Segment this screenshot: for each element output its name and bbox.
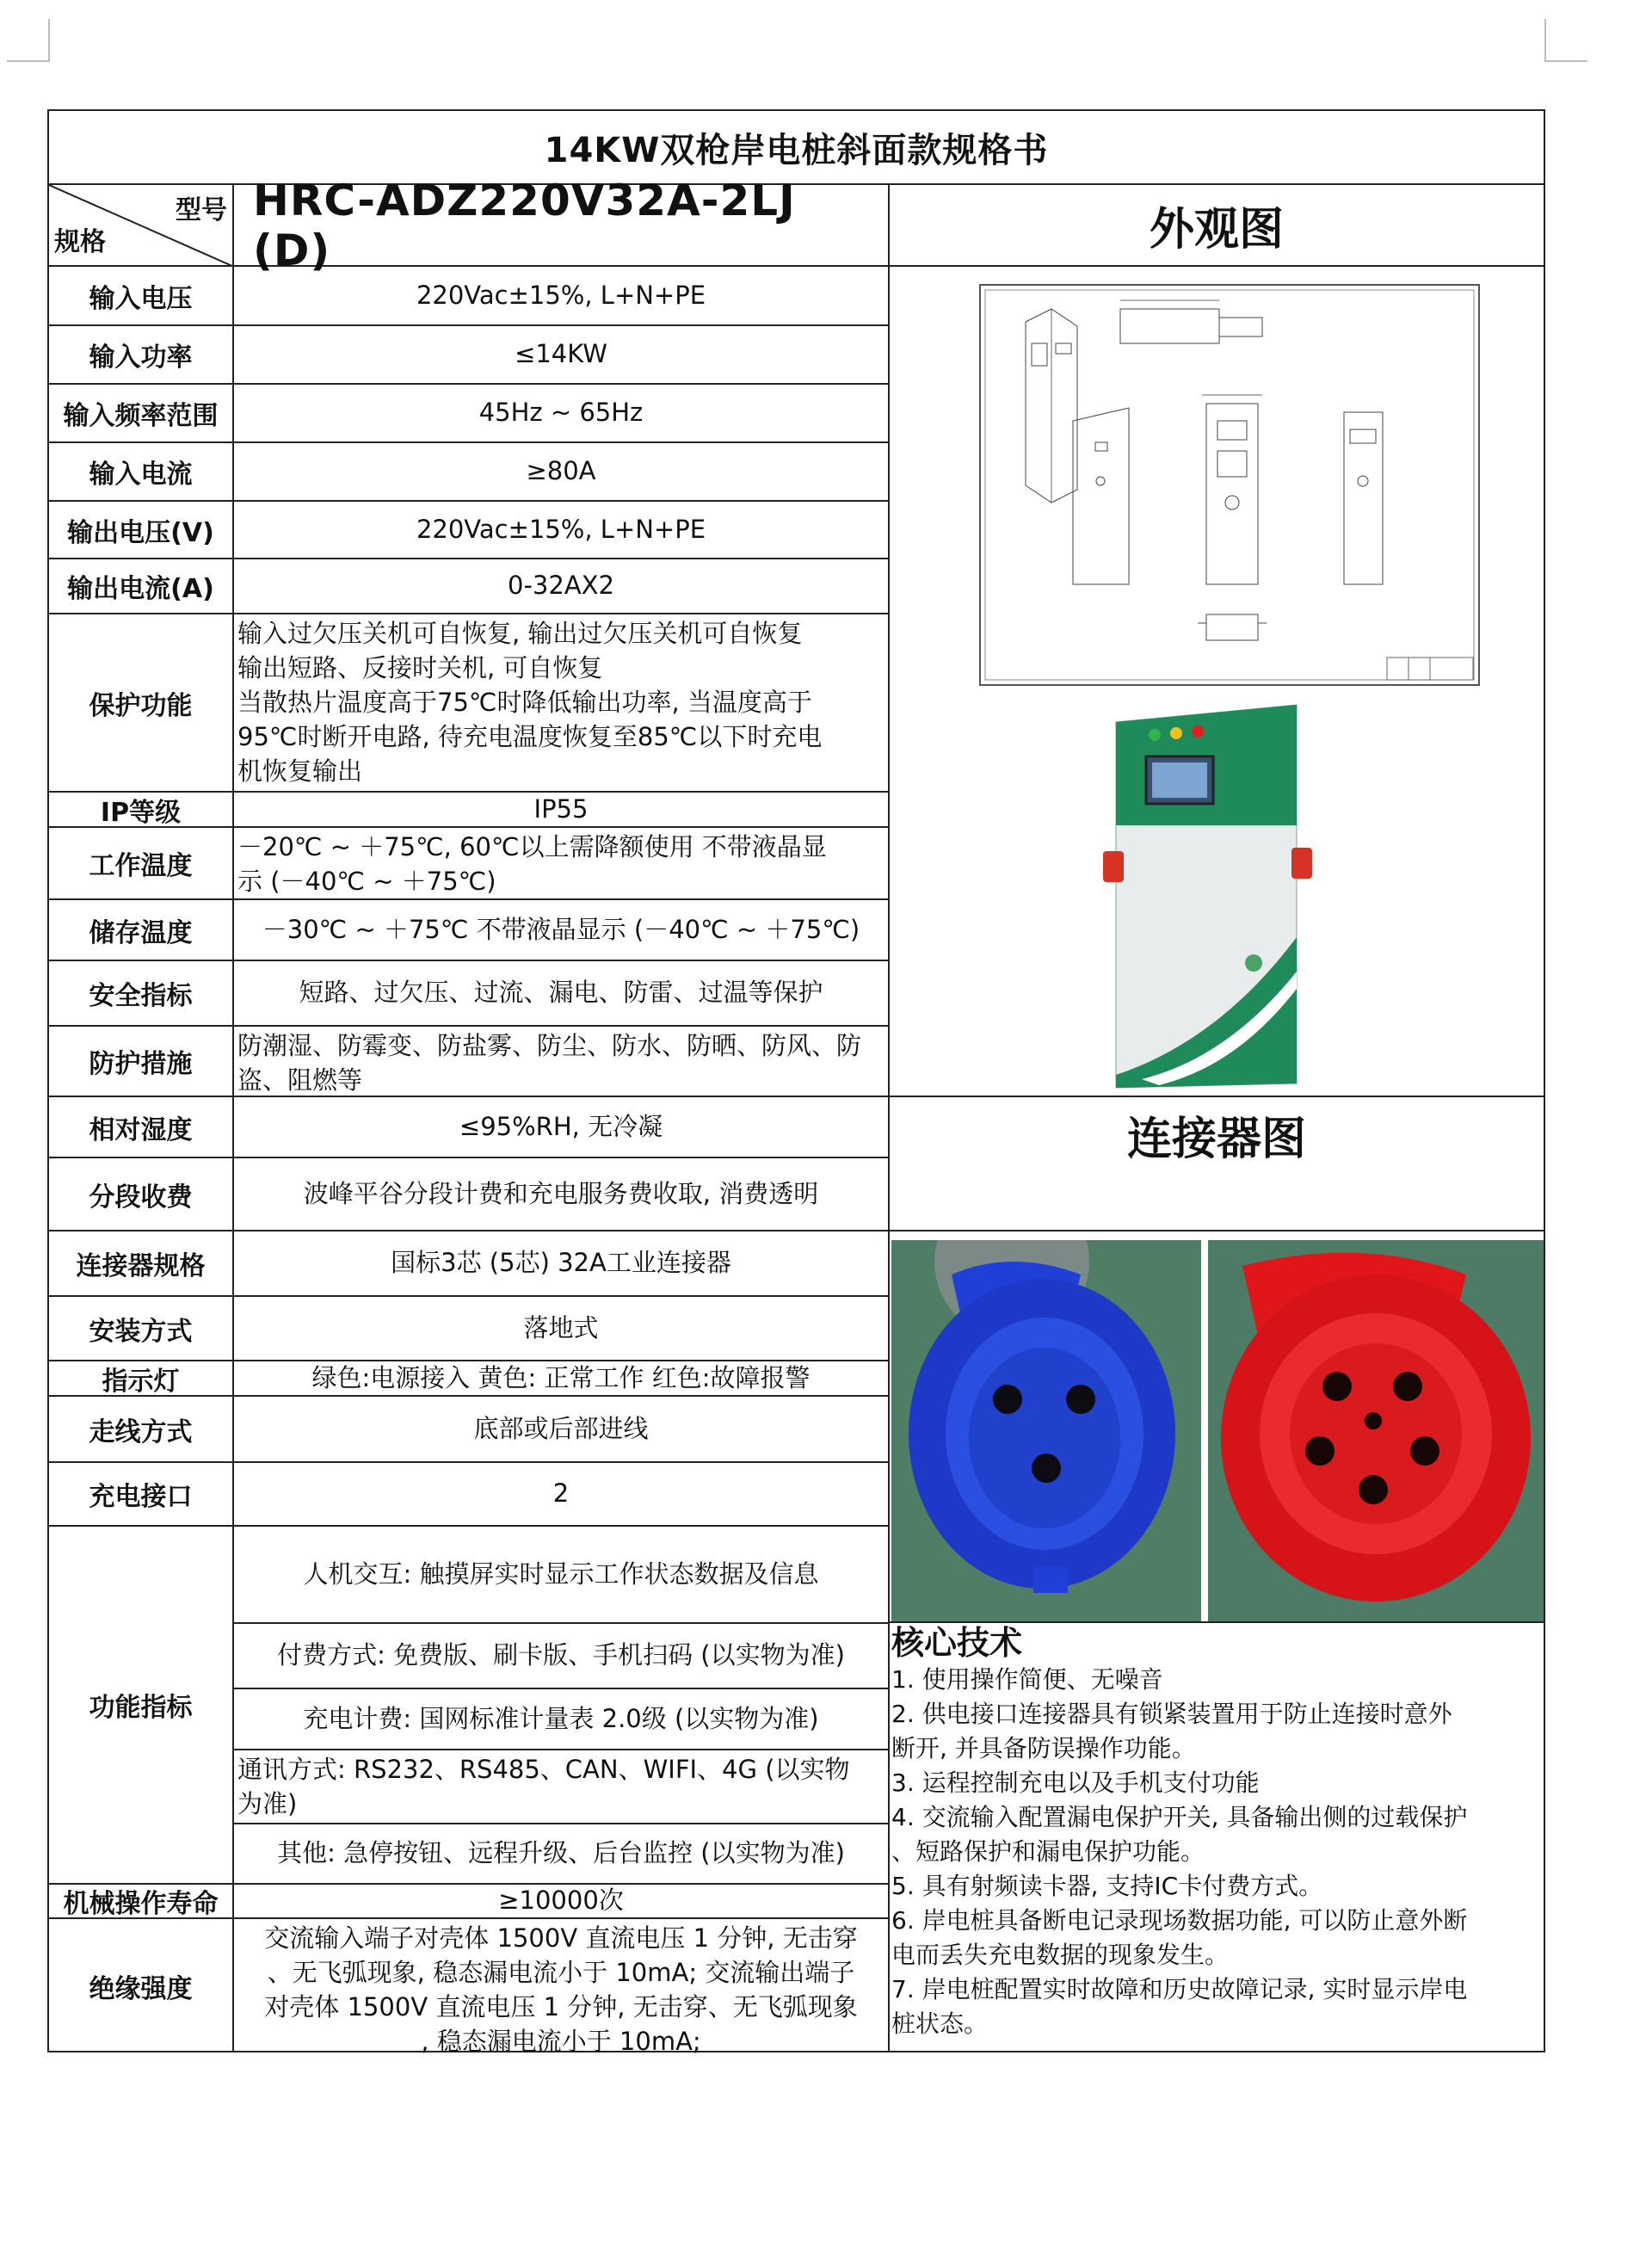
core-line: 桩状态。 — [891, 2009, 989, 2038]
row-label: 输入功率 — [49, 326, 234, 385]
technical-drawing — [909, 275, 1542, 688]
row-value: ≥80A — [234, 443, 890, 502]
measures-line: 盗、阻燃等 — [237, 1065, 363, 1095]
row-value: ≤95%RH, 无冷凝 — [234, 1097, 890, 1158]
core-line: 电而丢失充电数据的现象发生。 — [891, 1941, 1230, 1969]
row-label: 安装方式 — [49, 1297, 234, 1361]
blue-connector-photo — [891, 1240, 1201, 1623]
row-value: 落地式 — [234, 1297, 890, 1361]
row-label: 相对湿度 — [49, 1097, 234, 1158]
protection-line: 当散热片温度高于75℃时降低输出功率, 当温度高于 — [237, 688, 812, 717]
row-value: 国标3芯 (5芯) 32A工业连接器 — [234, 1231, 890, 1297]
row-label: 指示灯 — [49, 1361, 234, 1397]
function-item: 付费方式: 免费版、刷卡版、手机扫码 (以实物为准) — [234, 1624, 890, 1689]
insulation-value — [234, 1919, 890, 2056]
protection-line: 机恢复输出 — [237, 756, 363, 786]
row-value: 220Vac±15%, L+N+PE — [234, 267, 890, 326]
row-value: 0-32AX2 — [234, 559, 890, 614]
spec-label: 规格 — [54, 227, 106, 257]
corner-mark-left — [7, 19, 50, 62]
protection-line: 95℃时断开电路, 待充电温度恢复至85℃以下时充电 — [237, 722, 823, 751]
protection-line: 输出短路、反接时关机, 可自恢复 — [237, 653, 603, 682]
function-item: 其他: 急停按钮、远程升级、后台监控 (以实物为准) — [234, 1824, 890, 1885]
function-label: 功能指标 — [49, 1527, 234, 1885]
core-line: 5. 具有射频读卡器, 支持IC卡付费方式。 — [891, 1872, 1323, 1900]
insulation-line: 交流输入端子对壳体 1500V 直流电压 1 分钟, 无击穿 — [264, 1923, 858, 1953]
work-temp-line: －20℃ ~ ＋75℃, 60℃以上需降额使用 不带液晶显 — [237, 832, 827, 861]
row-value: ≤14KW — [234, 326, 890, 385]
protection-line: 输入过欠压关机可自恢复, 输出过欠压关机可自恢复 — [237, 619, 803, 648]
row-value: 绿色:电源接入 黄色: 正常工作 红色:故障报警 — [234, 1361, 890, 1397]
connector-heading: 连接器图 — [890, 1096, 1544, 1231]
header-diagonal-cell — [49, 185, 234, 267]
appearance-heading: 外观图 — [890, 185, 1544, 267]
core-line: 6. 岸电桩具备断电记录现场数据功能, 可以防止意外断 — [891, 1906, 1468, 1935]
row-label: IP等级 — [49, 793, 234, 828]
core-line: 1. 使用操作简便、无噪音 — [891, 1665, 1163, 1694]
function-item-comms — [234, 1750, 890, 1824]
insulation-line: 对壳体 1500V 直流电压 1 分钟, 无击穿、无飞弧现象 — [264, 1992, 858, 2022]
row-label: 防护措施 — [49, 1027, 234, 1097]
row-label: 分段收费 — [49, 1158, 234, 1231]
row-value: 波峰平谷分段计费和充电服务费收取, 消费透明 — [234, 1158, 890, 1231]
insulation-line: 、无飞弧现象, 稳态漏电流小于 10mA; 交流输出端子 — [267, 1958, 855, 1987]
row-label: 输入电压 — [49, 267, 234, 326]
row-label: 保护功能 — [49, 614, 234, 793]
core-line: 断开, 并具备防误操作功能。 — [891, 1734, 1196, 1762]
core-line: 7. 岸电桩配置实时故障和历史故障记录, 实时显示岸电 — [891, 1975, 1468, 2003]
row-value: 短路、过欠压、过流、漏电、防雷、过温等保护 — [234, 961, 890, 1027]
row-label: 连接器规格 — [49, 1231, 234, 1297]
row-label: 输出电压(V) — [49, 502, 234, 559]
work-temp-value — [234, 828, 890, 900]
comms-line: 通讯方式: RS232、RS485、CAN、WIFI、4G (以实物 — [237, 1755, 850, 1784]
row-label: 工作温度 — [49, 828, 234, 900]
protection-measures-value — [234, 1027, 890, 1097]
row-value: IP55 — [234, 793, 890, 828]
insulation-line: , 稳态漏电流小于 10mA; — [421, 2027, 701, 2056]
row-label: 充电接口 — [49, 1463, 234, 1527]
core-line: 、短路保护和漏电保护功能。 — [891, 1837, 1205, 1866]
corner-mark-right — [1544, 19, 1587, 62]
row-label: 安全指标 — [49, 961, 234, 1027]
row-label: 走线方式 — [49, 1397, 234, 1463]
row-label: 输入频率范围 — [49, 385, 234, 443]
charging-pile-photo — [1082, 696, 1340, 1092]
function-item: 充电计费: 国网标准计量表 2.0级 (以实物为准) — [234, 1689, 890, 1750]
row-label: 输入电流 — [49, 443, 234, 502]
comms-line: 为准) — [237, 1789, 298, 1818]
model-value: HRC-ADZ220V32A-2LJ (D) — [234, 185, 890, 267]
row-value: －30℃ ~ ＋75℃ 不带液晶显示 (－40℃ ~ ＋75℃) — [234, 900, 890, 961]
document-title: 14KW双枪岸电桩斜面款规格书 — [49, 111, 1544, 185]
row-label: 输出电流(A) — [49, 559, 234, 614]
model-label: 型号 — [176, 195, 227, 225]
life-label: 机械操作寿命 — [49, 1885, 234, 1919]
protection-value — [234, 614, 890, 793]
work-temp-line: 示 (－40℃ ~ ＋75℃) — [237, 867, 496, 896]
row-value: 45Hz ~ 65Hz — [234, 385, 890, 443]
core-line: 3. 运程控制充电以及手机支付功能 — [891, 1768, 1260, 1797]
core-technology — [890, 1621, 1544, 2051]
core-heading: 核心技术 — [891, 1624, 1023, 1662]
spec-sheet — [47, 109, 1545, 2056]
insulation-label: 绝缘强度 — [49, 1919, 234, 2052]
core-line: 2. 供电接口连接器具有锁紧装置用于防止连接时意外 — [891, 1700, 1452, 1728]
core-line: 4. 交流输入配置漏电保护开关, 具备输出侧的过载保护 — [891, 1803, 1468, 1831]
life-value: ≥10000次 — [234, 1885, 890, 1919]
row-label: 储存温度 — [49, 900, 234, 961]
row-value: 底部或后部进线 — [234, 1397, 890, 1463]
row-value: 220Vac±15%, L+N+PE — [234, 502, 890, 559]
red-connector-photo — [1208, 1240, 1544, 1623]
row-value: 2 — [234, 1463, 890, 1527]
measures-line: 防潮湿、防霉变、防盐雾、防尘、防水、防晒、防风、防 — [237, 1031, 862, 1060]
function-item: 人机交互: 触摸屏实时显示工作状态数据及信息 — [234, 1527, 890, 1624]
